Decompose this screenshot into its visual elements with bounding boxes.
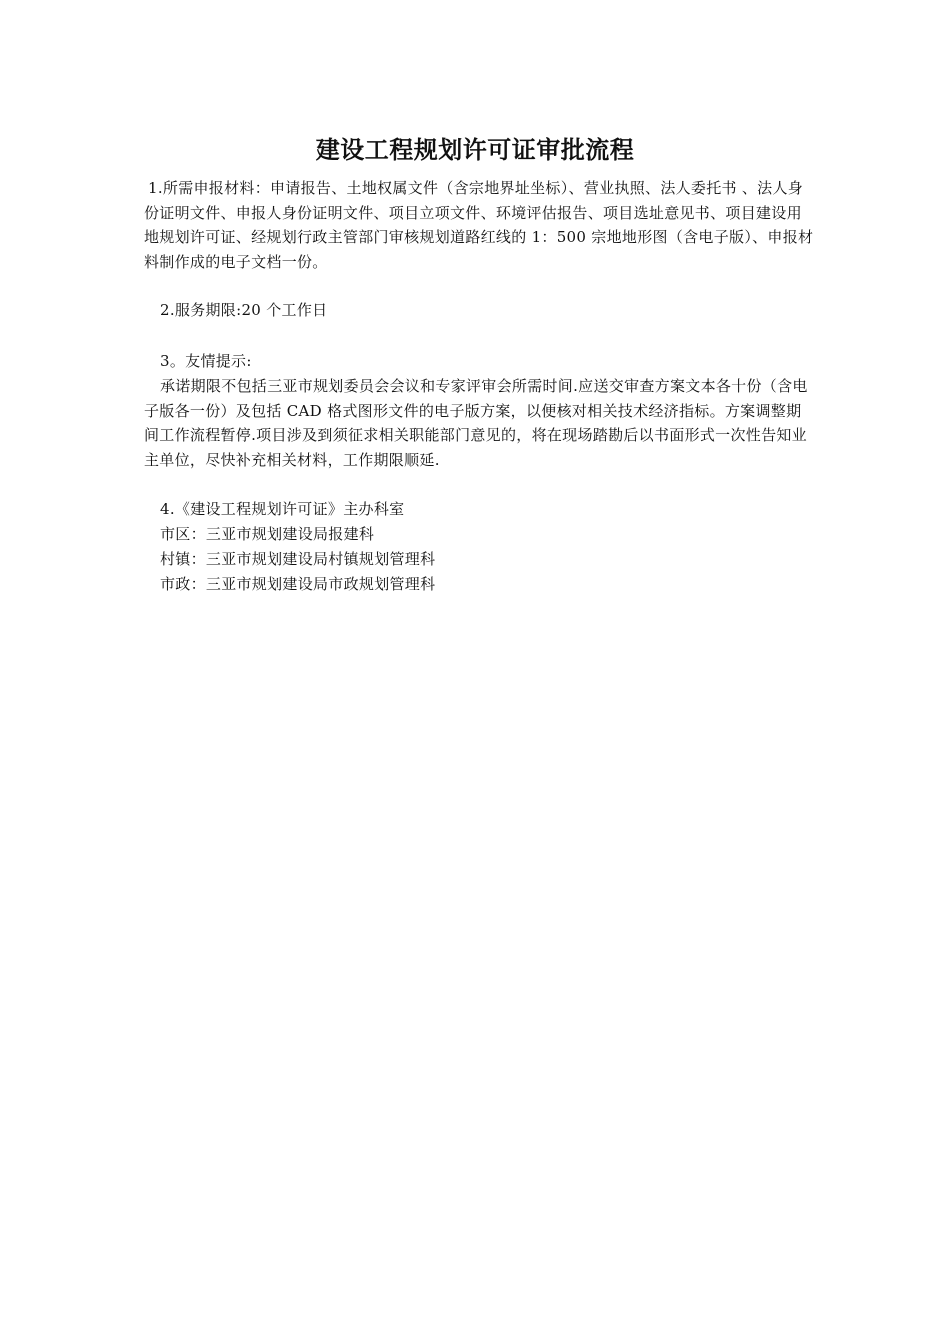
office-village: 村镇：三亚市规划建设局村镇规划管理科 xyxy=(160,550,436,568)
friendly-tips-heading: 3。友情提示: xyxy=(160,352,252,370)
required-materials-paragraph: 1.所需申报材料：申请报告、土地权属文件（含宗地界址坐标）、营业执照、法人委托书 、法人身份证明文件、申报人身份证明文件、项目立项文件、环境评估报告、项目选址意见书、项目建设用地规划许可证、经规划行政主管部门审核规划道路红线的 1：500 宗地地形图（含电子版）、申报材料制作成的电子文档一份。 xyxy=(144,179,814,271)
document-title: 建设工程规划许可证审批流程 xyxy=(315,135,635,164)
responsible-office-heading: 4.《建设工程规划许可证》主办科室 xyxy=(160,500,405,518)
office-urban: 市区：三亚市规划建设局报建科 xyxy=(160,525,375,543)
office-municipal: 市政：三亚市规划建设局市政规划管理科 xyxy=(160,575,436,593)
service-period-paragraph: 2.服务期限:20 个工作日 xyxy=(160,301,328,319)
friendly-tips-paragraph: 承诺期限不包括三亚市规划委员会会议和专家评审会所需时间.应送交审查方案文本各十份（含电子版各一份）及包括 CAD 格式图形文件的电子版方案，以便核对相关技术经济指标。方案调整期间工作流程暂停.项目涉及到须征求相关职能部门意见的，将在现场踏勘后以书面形式一次性告知业主单位，尽快补充相关材料，工作期限顺延. xyxy=(144,377,808,469)
